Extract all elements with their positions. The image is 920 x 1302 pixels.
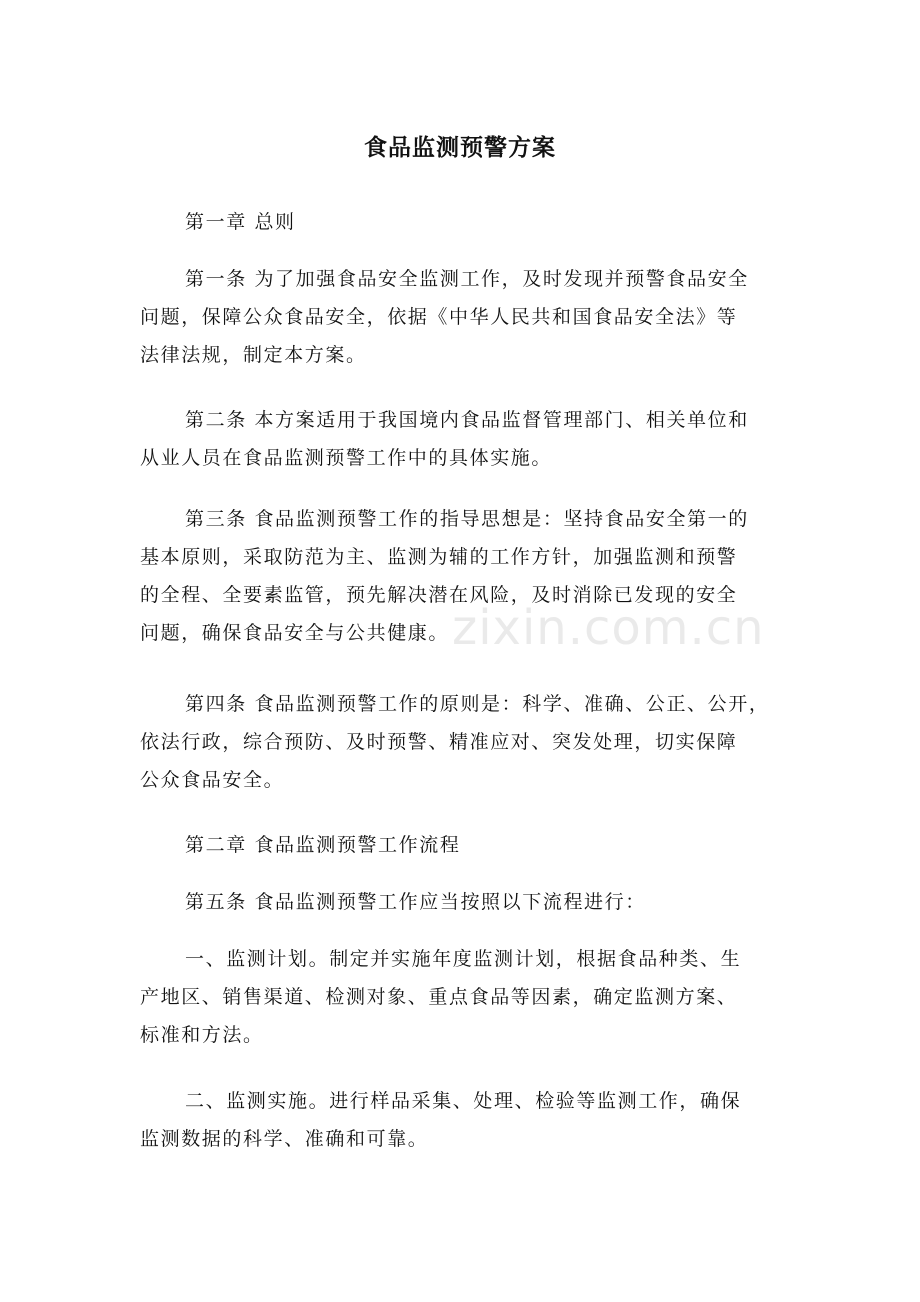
text-line: 公众食品安全。 <box>140 769 285 791</box>
text-line: 从业人员在食品监测预警工作中的具体实施。 <box>140 447 553 469</box>
article-1-paragraph <box>140 260 790 374</box>
text-line: 第二条 本方案适用于我国境内食品监督管理部门、相关单位和 <box>185 409 749 431</box>
article-2-paragraph <box>140 401 790 477</box>
text-line: 一、监测计划。制定并实施年度监测计划，根据食品种类、生 <box>185 948 742 970</box>
document-title: 食品监测预警方案 <box>364 135 556 161</box>
text-line: 问题，保障公众食品安全，依据《中华人民共和国食品安全法》等 <box>140 306 738 328</box>
item-1-paragraph <box>140 940 790 1054</box>
text-line: 基本原则，采取防范为主、监测为辅的工作方针，加强监测和预警 <box>140 546 738 568</box>
text-line: 第二章 食品监测预警工作流程 <box>185 834 461 856</box>
text-line: 二、监测实施。进行样品采集、处理、检验等监测工作，确保 <box>185 1090 742 1112</box>
text-line: 第三条 食品监测预警工作的指导思想是：坚持食品安全第一的 <box>185 508 749 530</box>
text-line: 法律法规，制定本方案。 <box>140 344 367 366</box>
article-4-paragraph <box>140 685 790 799</box>
text-line: 的全程、全要素监管，预先解决潜在风险，及时消除已发现的安全 <box>140 584 738 606</box>
item-2-paragraph <box>140 1082 790 1158</box>
text-line: 第五条 食品监测预警工作应当按照以下流程进行： <box>185 891 646 913</box>
text-line: 产地区、销售渠道、检测对象、重点食品等因素，确定监测方案、 <box>140 986 738 1008</box>
text-line: 问题，确保食品安全与公共健康。 <box>140 622 450 644</box>
text-line: 第四条 食品监测预警工作的原则是：科学、准确、公正、公开， <box>185 693 770 715</box>
text-line: 监测数据的科学、准确和可靠。 <box>140 1128 429 1150</box>
chapter-2-heading <box>140 826 790 864</box>
text-line: 第一章 总则 <box>185 211 296 233</box>
article-5-paragraph <box>140 883 790 921</box>
text-line: 第一条 为了加强食品安全监测工作，及时发现并预警食品安全 <box>185 268 749 290</box>
text-line: 依法行政，综合预防、及时预警、精准应对、突发处理，切实保障 <box>140 731 738 753</box>
watermark: zixin.com.cn <box>452 600 765 656</box>
text-line: 标准和方法。 <box>140 1024 264 1046</box>
chapter-1-heading <box>140 203 790 241</box>
